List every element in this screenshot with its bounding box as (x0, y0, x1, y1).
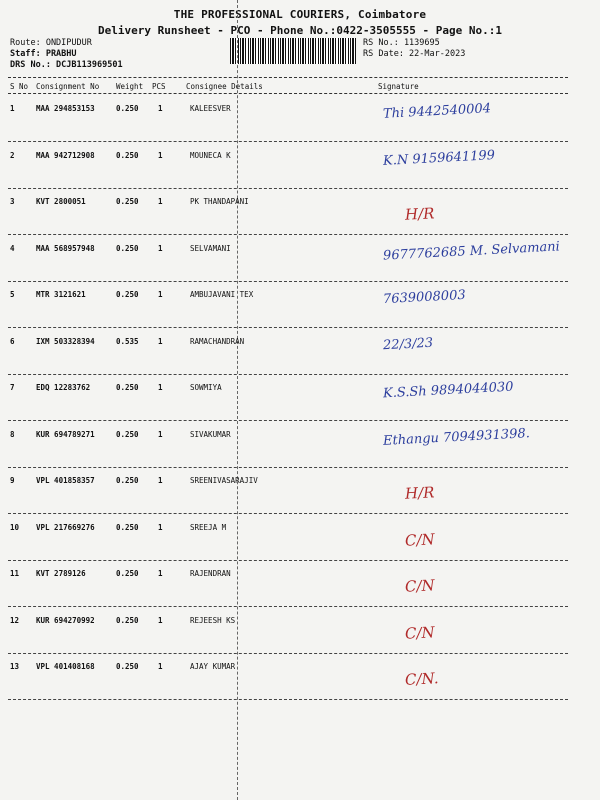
signature-cell (375, 187, 585, 235)
table-row (0, 420, 600, 468)
row-consignment-no: VPL 217669276 (36, 522, 95, 532)
row-consignment-no: VPL 401408168 (36, 662, 95, 671)
row-divider (8, 699, 568, 700)
row-consignee-name: KALEESVER (190, 104, 231, 113)
row-pcs: 1 (158, 383, 163, 392)
row-sno: 9 (10, 476, 15, 485)
handwritten-signature: H/R (404, 483, 435, 503)
col-header-signature: Signature (378, 82, 419, 91)
row-consignee-name: RAJENDRAN (190, 569, 231, 578)
row-weight: 0.250 (116, 150, 139, 160)
row-pcs: 1 (158, 429, 163, 439)
row-sno: 8 (10, 429, 15, 439)
row-sno: 13 (10, 662, 20, 671)
row-sno: 4 (10, 243, 15, 253)
barcode-image (230, 38, 356, 64)
row-weight: 0.250 (116, 522, 139, 532)
row-pcs: 1 (158, 662, 163, 671)
row-consignment-no: MTR 3121621 (36, 290, 86, 299)
row-sno: 10 (10, 522, 20, 532)
row-sno: 2 (10, 150, 15, 160)
row-weight: 0.535 (116, 336, 139, 346)
sheet-meta-right (363, 38, 465, 60)
row-pcs: 1 (158, 476, 163, 485)
row-weight: 0.250 (116, 243, 139, 253)
col-header-weight: Weight (116, 82, 144, 91)
handwritten-signature: K.S.Sh 9894044030 (382, 379, 514, 402)
company-title: THE PROFESSIONAL COURIERS, Coimbatore (173, 8, 427, 21)
signature-cell (375, 141, 585, 189)
row-consignee-name: MOUNECA K (190, 150, 231, 160)
row-consignee-name: AJAY KUMAR (190, 662, 236, 671)
row-consignee-name: SOWMIYA (190, 383, 222, 392)
handwritten-signature: C/N (404, 529, 436, 550)
sheet-meta-left (10, 38, 123, 71)
table-row (0, 141, 600, 189)
handwritten-signature: C/N (404, 576, 436, 596)
row-sno: 12 (10, 615, 20, 625)
table-row (0, 513, 600, 561)
rs-number: RS No.: 1139695 (363, 38, 440, 48)
row-consignment-no: IXM 503328394 (36, 336, 95, 346)
signature-cell (375, 234, 585, 282)
row-pcs: 1 (158, 104, 163, 113)
row-weight: 0.250 (116, 662, 139, 671)
table-row (0, 187, 600, 235)
row-weight: 0.250 (116, 569, 139, 578)
signature-cell (375, 606, 585, 654)
row-pcs: 1 (158, 197, 163, 206)
col-header-consignment: Consignment No (36, 82, 100, 91)
row-pcs: 1 (158, 290, 163, 299)
signature-cell (375, 559, 585, 607)
header-divider-top (8, 77, 568, 78)
handwritten-signature: 22/3/23 (382, 335, 434, 353)
row-weight: 0.250 (116, 197, 139, 206)
row-sno: 11 (10, 569, 20, 578)
row-consignee-name: AMBUJAVANI TEX (190, 290, 254, 299)
row-consignment-no: KVT 2800051 (36, 197, 86, 206)
handwritten-signature: 7639008003 (382, 287, 467, 308)
row-consignee-name: PK THANDAPANI (190, 197, 249, 206)
staff-label: Staff: PRABHU (10, 49, 77, 59)
row-consignee-name: SELVAMANI (190, 243, 231, 253)
row-pcs: 1 (158, 569, 163, 578)
table-row (0, 652, 600, 700)
drs-number: DRS No.: DCJB113969501 (10, 60, 123, 70)
route-label: Route: ONDIPUDUR (10, 38, 92, 48)
row-weight: 0.250 (116, 476, 139, 485)
row-consignee-name: SREEJA M (190, 522, 227, 532)
col-header-pcs: PCS (152, 82, 166, 91)
handwritten-signature: H/R (404, 204, 435, 224)
handwritten-signature: C/N. (404, 669, 439, 689)
col-header-sno: S No (10, 82, 29, 91)
table-row (0, 234, 600, 282)
row-consignment-no: MAA 942712908 (36, 150, 95, 160)
row-weight: 0.250 (116, 429, 139, 439)
runsheet-subtitle: Delivery Runsheet - PCO - Phone No.:0422-3505555 - Page No.:1 (98, 24, 502, 37)
handwritten-signature: Ethangu 7094931398. (382, 425, 531, 449)
row-weight: 0.250 (116, 104, 139, 113)
table-row (0, 606, 600, 654)
table-row (0, 466, 600, 514)
signature-cell (375, 373, 585, 421)
handwritten-signature: Thi 9442540004 (382, 101, 492, 122)
signature-cell (375, 652, 585, 700)
signature-cell (375, 94, 585, 142)
table-row (0, 559, 600, 607)
table-row (0, 94, 600, 142)
signature-cell (375, 420, 585, 468)
row-consignee-name: REJEESH KS (190, 615, 236, 625)
table-row (0, 373, 600, 421)
handwritten-signature: K.N 9159641199 (382, 147, 496, 169)
col-header-consignee: Consignee Details (186, 82, 263, 91)
row-pcs: 1 (158, 522, 163, 532)
row-pcs: 1 (158, 615, 163, 625)
rs-date: RS Date: 22-Mar-2023 (363, 49, 466, 59)
row-sno: 1 (10, 104, 15, 113)
table-row (0, 327, 600, 375)
handwritten-signature: 9677762685 M. Selvamani (382, 238, 561, 264)
row-consignment-no: MAA 294853153 (36, 104, 95, 113)
signature-cell (375, 280, 585, 328)
row-pcs: 1 (158, 336, 163, 346)
signature-cell (375, 327, 585, 375)
row-pcs: 1 (158, 243, 163, 253)
row-consignment-no: KVT 2789126 (36, 569, 86, 578)
signature-cell (375, 513, 585, 561)
handwritten-signature: C/N (404, 622, 436, 643)
row-sno: 7 (10, 383, 15, 392)
row-sno: 3 (10, 197, 15, 206)
row-consignee-name: SIVAKUMAR (190, 429, 231, 439)
row-consignment-no: VPL 401858357 (36, 476, 95, 485)
row-consignee-name: RAMACHANDRAN (190, 336, 245, 346)
row-consignee-name: SREENIVASARAJIV (190, 476, 258, 485)
row-sno: 6 (10, 336, 15, 346)
signature-cell (375, 466, 585, 514)
row-pcs: 1 (158, 150, 163, 160)
row-consignment-no: KUR 694270992 (36, 615, 95, 625)
row-weight: 0.250 (116, 290, 139, 299)
row-consignment-no: KUR 694789271 (36, 429, 95, 439)
row-weight: 0.250 (116, 615, 139, 625)
row-consignment-no: MAA 568957948 (36, 243, 95, 253)
row-consignment-no: EDQ 12283762 (36, 383, 91, 392)
table-row (0, 280, 600, 328)
row-weight: 0.250 (116, 383, 139, 392)
row-sno: 5 (10, 290, 15, 299)
